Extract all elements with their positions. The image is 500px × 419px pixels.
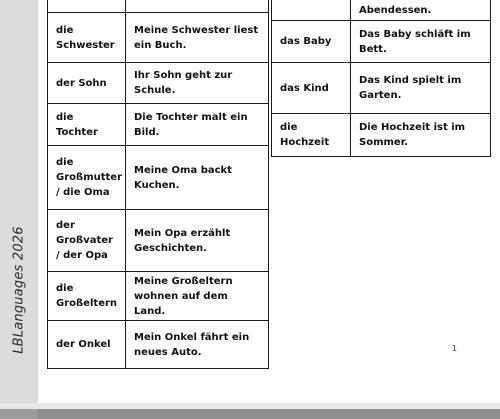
example-text: Abendessen.	[359, 5, 432, 16]
example-cell: Meine Großeltern wohnen auf dem Land.	[126, 272, 269, 321]
example-cell: Das Kind spielt im Garten.	[351, 63, 491, 114]
watermark-text: LBLanguages 2026	[11, 226, 27, 354]
table-row	[272, 0, 491, 21]
term-cell: die Schwester	[48, 13, 126, 63]
term-cell: der Sohn	[48, 63, 126, 104]
page-number: 1	[452, 344, 458, 353]
table-row	[48, 272, 269, 321]
term-cell: die Großeltern	[48, 272, 126, 321]
left-margin-bar	[0, 0, 38, 405]
example-cell: Mein Opa erzählt Geschichten.	[126, 210, 269, 272]
example-cell: Die Tochter malt ein Bild.	[126, 104, 269, 146]
example-cell	[351, 0, 491, 21]
table-row	[48, 63, 269, 104]
table-row	[48, 146, 269, 210]
table-row	[272, 114, 491, 157]
term-cell	[272, 0, 351, 21]
example-cell: Meine Schwester liest ein Buch.	[126, 13, 269, 63]
term-cell: das Kind	[272, 63, 351, 114]
example-cell: Meine Oma backt Kuchen.	[126, 146, 269, 210]
term-cell: die Tochter	[48, 104, 126, 146]
example-cell	[126, 0, 269, 13]
table-row	[48, 0, 269, 13]
term-cell: der Onkel	[48, 321, 126, 369]
table-row	[272, 63, 491, 114]
table-row	[48, 210, 269, 272]
term-cell: die Hochzeit	[272, 114, 351, 157]
term-cell: der Großvater / der Opa	[48, 210, 126, 272]
table-row	[48, 13, 269, 63]
table-row	[48, 104, 269, 146]
table-row	[272, 21, 491, 63]
vocabulary-table-left	[47, 0, 269, 369]
table-row	[48, 321, 269, 369]
vocabulary-table-right	[271, 0, 491, 157]
example-cell: Die Hochzeit ist im Sommer.	[351, 114, 491, 157]
term-cell: die Großmutter / die Oma	[48, 146, 126, 210]
example-cell: Mein Onkel fährt ein neues Auto.	[126, 321, 269, 369]
window-bottom-bar	[0, 409, 500, 419]
term-cell	[48, 0, 126, 13]
term-cell: das Baby	[272, 21, 351, 63]
example-cell: Das Baby schläft im Bett.	[351, 21, 491, 63]
example-cell: Ihr Sohn geht zur Schule.	[126, 63, 269, 104]
